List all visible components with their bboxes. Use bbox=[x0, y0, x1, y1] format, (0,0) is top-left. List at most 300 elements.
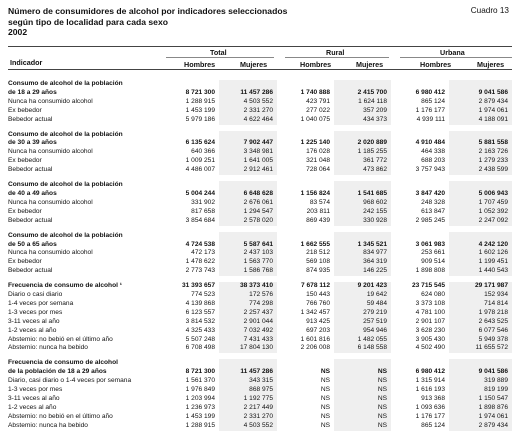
value-cell: 248 328 bbox=[421, 198, 445, 206]
value-cell: 1 453 199 bbox=[185, 412, 215, 420]
empty-cell bbox=[163, 181, 219, 190]
value-cell: 6 077 546 bbox=[449, 327, 512, 336]
title-year: 2002 bbox=[8, 27, 28, 37]
value-cell: 203 811 bbox=[306, 207, 330, 215]
section-header-row bbox=[8, 232, 512, 241]
row-label: Abstemio: no bebió en el último año bbox=[8, 335, 113, 343]
subcol-header: Mujeres bbox=[240, 60, 268, 69]
row-label: Ex bebedor bbox=[8, 207, 42, 215]
table-row bbox=[8, 336, 512, 345]
title-line-1: Número de consumidores de alcohol por indicadores seleccionados bbox=[8, 6, 288, 16]
empty-cell bbox=[449, 131, 512, 140]
empty-cell bbox=[334, 359, 391, 368]
value-cell: 2 985 245 bbox=[415, 216, 445, 224]
value-cell: 321 048 bbox=[306, 157, 330, 165]
value-cell: 2 217 449 bbox=[219, 404, 277, 413]
table-row bbox=[8, 157, 512, 166]
table-row bbox=[8, 166, 512, 175]
empty-cell bbox=[163, 232, 219, 241]
value-cell: 1 440 543 bbox=[449, 267, 512, 276]
total-cell: 1 740 888 bbox=[300, 88, 330, 96]
section-title: de 50 a 65 años bbox=[8, 240, 57, 248]
section-header-row bbox=[8, 80, 512, 89]
table-row bbox=[8, 309, 512, 318]
total-cell: 7 678 112 bbox=[301, 282, 330, 290]
empty-cell bbox=[391, 232, 449, 241]
row-label: 1-3 veces por mes bbox=[8, 386, 63, 394]
value-cell: 4 188 091 bbox=[449, 116, 512, 125]
total-cell: 5 881 558 bbox=[449, 139, 512, 148]
value-cell: 624 080 bbox=[421, 291, 445, 299]
section-header-row bbox=[8, 282, 512, 291]
row-label: 3-11 veces al año bbox=[8, 395, 60, 402]
total-cell: 5 587 641 bbox=[219, 241, 277, 250]
total-cell: 5 004 244 bbox=[185, 189, 215, 197]
section-title: Frecuencia de consumo de alcohol bbox=[8, 359, 118, 367]
value-cell: 2 163 726 bbox=[449, 148, 512, 157]
value-cell: 1 453 199 bbox=[185, 106, 215, 114]
section-title: Frecuencia de consumo de alcohol ¹ bbox=[8, 282, 122, 290]
table-row bbox=[8, 413, 512, 422]
value-cell: 423 791 bbox=[306, 97, 330, 105]
value-cell: 4 502 490 bbox=[415, 344, 445, 352]
table-row bbox=[8, 199, 512, 208]
section-title: Consumo de alcohol de la población bbox=[8, 80, 123, 87]
value-cell: 688 203 bbox=[421, 157, 445, 165]
value-cell: 819 199 bbox=[449, 386, 512, 395]
table-row bbox=[8, 395, 512, 404]
row-label: Bebedor actual bbox=[8, 115, 53, 123]
value-cell: NS bbox=[320, 403, 330, 411]
total-cell: 4 242 120 bbox=[449, 241, 512, 250]
total-cell: 1 345 521 bbox=[334, 241, 391, 250]
row-label: Nunca ha consumido alcohol bbox=[8, 97, 93, 105]
total-cell: NS bbox=[334, 368, 391, 377]
total-cell: 1 225 140 bbox=[300, 139, 330, 147]
total-cell: 6 980 412 bbox=[415, 368, 445, 376]
subcol-header: Mujeres bbox=[477, 60, 505, 69]
total-cell: 1 156 824 bbox=[300, 189, 330, 197]
value-cell: 1 601 816 bbox=[300, 335, 330, 343]
value-cell: 569 108 bbox=[306, 258, 330, 266]
value-cell: NS bbox=[334, 395, 391, 404]
value-cell: 361 772 bbox=[334, 157, 391, 166]
value-cell: NS bbox=[320, 412, 330, 420]
value-cell: 1 342 457 bbox=[300, 308, 330, 316]
empty-cell bbox=[277, 131, 334, 140]
group-rural-header: Rural bbox=[326, 48, 345, 57]
value-cell: 3 757 943 bbox=[415, 166, 445, 174]
section-header-row bbox=[8, 190, 512, 199]
value-cell: 357 209 bbox=[334, 107, 391, 116]
value-cell: 5 507 248 bbox=[185, 335, 215, 343]
value-cell: 1 294 547 bbox=[219, 208, 277, 217]
value-cell: 1 478 622 bbox=[185, 258, 215, 266]
value-cell: 59 484 bbox=[334, 300, 391, 309]
section-title: Consumo de alcohol de la población bbox=[8, 231, 123, 239]
value-cell: 5 979 186 bbox=[185, 115, 215, 123]
total-cell: 1 662 555 bbox=[300, 240, 330, 248]
value-cell: 1 288 915 bbox=[185, 421, 215, 429]
value-cell: 3 348 981 bbox=[219, 148, 277, 157]
value-cell: 1 974 061 bbox=[449, 107, 512, 116]
table-row bbox=[8, 291, 512, 300]
value-cell: 242 155 bbox=[334, 208, 391, 217]
value-cell: 1 009 251 bbox=[185, 157, 215, 165]
value-cell: NS bbox=[334, 377, 391, 386]
subcol-header: Mujeres bbox=[356, 60, 384, 69]
empty-cell bbox=[391, 181, 449, 190]
total-cell: 31 393 657 bbox=[181, 282, 215, 290]
value-cell: 2 901 044 bbox=[219, 318, 277, 327]
total-cell: 2 415 700 bbox=[334, 89, 391, 98]
value-cell: 869 439 bbox=[306, 216, 330, 224]
value-cell: 1 641 005 bbox=[219, 157, 277, 166]
row-label: Abstemio: nunca ha bebido bbox=[8, 421, 88, 429]
value-cell: NS bbox=[320, 395, 330, 402]
total-cell: 5 006 943 bbox=[449, 190, 512, 199]
row-label: Nunca ha consumido alcohol bbox=[8, 148, 93, 156]
value-cell: 1 482 055 bbox=[334, 336, 391, 345]
group-total-header: Total bbox=[210, 48, 227, 57]
section-header-row bbox=[8, 139, 512, 148]
value-cell: 1 978 218 bbox=[449, 309, 512, 318]
total-cell: 3 061 983 bbox=[415, 240, 445, 248]
value-cell: 4 486 007 bbox=[185, 166, 215, 174]
value-cell: 6 148 558 bbox=[334, 344, 391, 353]
table-row bbox=[8, 300, 512, 309]
value-cell: NS bbox=[320, 421, 330, 429]
empty-cell bbox=[219, 181, 277, 190]
total-cell: 6 980 412 bbox=[415, 88, 445, 96]
value-cell: 1 974 061 bbox=[449, 413, 512, 422]
value-cell: 2 879 434 bbox=[449, 98, 512, 107]
section-header-row bbox=[8, 89, 512, 98]
empty-cell bbox=[334, 131, 391, 140]
value-cell: 1 279 233 bbox=[449, 157, 512, 166]
value-cell: 3 854 684 bbox=[185, 216, 215, 224]
subcol-header: Hombres bbox=[300, 60, 332, 69]
value-cell: 1 185 255 bbox=[334, 148, 391, 157]
value-cell: 5 949 378 bbox=[449, 336, 512, 345]
value-cell: 697 203 bbox=[306, 326, 330, 334]
value-cell: 640 366 bbox=[191, 148, 215, 156]
value-cell: 4 325 433 bbox=[185, 326, 215, 334]
row-label: Diario, casi diario o 1-4 veces por semana bbox=[8, 377, 132, 385]
empty-cell bbox=[391, 80, 449, 89]
row-label: 1-3 veces por mes bbox=[8, 308, 63, 316]
value-cell: 6 123 557 bbox=[185, 308, 215, 316]
table-row bbox=[8, 107, 512, 116]
value-cell: NS bbox=[320, 386, 330, 394]
value-cell: 766 760 bbox=[306, 299, 330, 307]
row-label: Diario o casi diario bbox=[8, 291, 63, 299]
data-table bbox=[8, 80, 512, 431]
value-cell: NS bbox=[320, 377, 330, 385]
value-cell: 774 298 bbox=[219, 300, 277, 309]
value-cell: 473 862 bbox=[334, 166, 391, 175]
value-cell: 1 176 177 bbox=[415, 106, 445, 114]
table-number: Cuadro 13 bbox=[470, 6, 509, 15]
value-cell: 913 425 bbox=[306, 317, 330, 325]
row-label: Ex bebedor bbox=[8, 258, 42, 266]
value-cell: 6 708 498 bbox=[185, 344, 215, 352]
row-label: Nunca ha consumido alcohol bbox=[8, 198, 93, 206]
value-cell: 728 064 bbox=[306, 166, 330, 174]
row-label: Ex bebedor bbox=[8, 106, 42, 114]
value-cell: 277 022 bbox=[306, 106, 330, 114]
value-cell: 1 602 126 bbox=[449, 249, 512, 258]
table-row bbox=[8, 422, 512, 431]
total-cell: 4 724 538 bbox=[185, 240, 215, 248]
value-cell: 1 563 770 bbox=[219, 258, 277, 267]
table-row bbox=[8, 148, 512, 157]
value-cell: 714 814 bbox=[449, 300, 512, 309]
value-cell: 3 814 532 bbox=[185, 317, 215, 325]
value-cell: 874 935 bbox=[306, 267, 330, 275]
value-cell: NS bbox=[334, 386, 391, 395]
value-cell: 865 124 bbox=[421, 97, 445, 105]
empty-cell bbox=[449, 359, 512, 368]
table-row bbox=[8, 258, 512, 267]
row-label: Nunca ha consumido alcohol bbox=[8, 249, 93, 257]
empty-cell bbox=[334, 181, 391, 190]
row-label: 1-2 veces al año bbox=[8, 403, 57, 411]
value-cell: 2 438 599 bbox=[449, 166, 512, 175]
value-cell: 954 946 bbox=[334, 327, 391, 336]
empty-cell bbox=[219, 359, 277, 368]
value-cell: NS bbox=[334, 422, 391, 431]
empty-cell bbox=[163, 131, 219, 140]
total-cell: 3 847 420 bbox=[415, 189, 445, 197]
subcol-header: Hombres bbox=[420, 60, 452, 69]
total-cell: 6 648 628 bbox=[219, 190, 277, 199]
value-cell: 613 847 bbox=[421, 207, 445, 215]
value-cell: 434 373 bbox=[334, 116, 391, 125]
value-cell: 2 773 743 bbox=[185, 267, 215, 275]
value-cell: 1 052 392 bbox=[449, 208, 512, 217]
value-cell: 2 879 434 bbox=[449, 422, 512, 431]
row-label: Abstemio: nunca ha bebido bbox=[8, 344, 88, 352]
value-cell: 4 139 868 bbox=[185, 299, 215, 307]
table-row bbox=[8, 404, 512, 413]
value-cell: 4 781 100 bbox=[415, 308, 445, 316]
value-cell: 1 898 876 bbox=[449, 404, 512, 413]
value-cell: 7 032 492 bbox=[219, 327, 277, 336]
value-cell: 2 578 020 bbox=[219, 217, 277, 226]
empty-cell bbox=[163, 359, 219, 368]
table-body bbox=[8, 80, 512, 431]
value-cell: 2 643 525 bbox=[449, 318, 512, 327]
empty-cell bbox=[334, 80, 391, 89]
empty-cell bbox=[277, 232, 334, 241]
table-row bbox=[8, 116, 512, 125]
row-label: 1-4 veces por semana bbox=[8, 299, 74, 307]
value-cell: 817 658 bbox=[191, 207, 215, 215]
value-cell: 1 236 973 bbox=[185, 403, 215, 411]
value-cell: 3 628 230 bbox=[415, 326, 445, 334]
value-cell: 909 514 bbox=[421, 258, 445, 266]
table-row bbox=[8, 267, 512, 276]
total-cell: 9 201 423 bbox=[334, 282, 391, 291]
value-cell: 4 503 552 bbox=[219, 422, 277, 431]
value-cell: 218 512 bbox=[306, 249, 330, 257]
total-cell: 8 721 300 bbox=[185, 88, 215, 96]
total-cell: NS bbox=[320, 368, 330, 376]
value-cell: 2 901 107 bbox=[415, 317, 445, 325]
empty-cell bbox=[391, 359, 449, 368]
value-cell: 834 977 bbox=[334, 249, 391, 258]
section-header-row bbox=[8, 131, 512, 140]
value-cell: 1 093 636 bbox=[415, 403, 445, 411]
value-cell: 364 319 bbox=[334, 258, 391, 267]
empty-cell bbox=[219, 131, 277, 140]
total-cell: 7 902 447 bbox=[219, 139, 277, 148]
value-cell: 464 338 bbox=[421, 148, 445, 156]
total-cell: 4 910 484 bbox=[415, 139, 445, 147]
value-cell: 1 040 075 bbox=[300, 115, 330, 123]
value-cell: 257 519 bbox=[334, 318, 391, 327]
value-cell: 472 173 bbox=[191, 249, 215, 257]
total-cell: 11 457 286 bbox=[219, 89, 277, 98]
value-cell: 2 912 461 bbox=[219, 166, 277, 175]
total-cell: 2 020 889 bbox=[334, 139, 391, 148]
value-cell: 3 905 430 bbox=[415, 335, 445, 343]
value-cell: 2 331 270 bbox=[219, 107, 277, 116]
group-urbana-header: Urbana bbox=[440, 48, 465, 57]
value-cell: 913 368 bbox=[421, 395, 445, 402]
document-title bbox=[8, 6, 428, 38]
empty-cell bbox=[219, 80, 277, 89]
value-cell: 150 443 bbox=[306, 291, 330, 299]
value-cell: NS bbox=[334, 413, 391, 422]
value-cell: 330 928 bbox=[334, 217, 391, 226]
value-cell: 2 247 092 bbox=[449, 217, 512, 226]
total-cell: 23 715 545 bbox=[411, 282, 445, 290]
table-row bbox=[8, 327, 512, 336]
empty-cell bbox=[391, 131, 449, 140]
value-cell: 1 898 808 bbox=[415, 267, 445, 275]
total-cell: 8 721 300 bbox=[185, 368, 215, 376]
table-row bbox=[8, 217, 512, 226]
section-title: de la población de 18 a 29 años bbox=[8, 368, 107, 376]
row-label: Bebedor actual bbox=[8, 267, 53, 275]
table-row bbox=[8, 208, 512, 217]
group-underline-urbana bbox=[400, 57, 512, 58]
value-cell: 83 574 bbox=[309, 198, 330, 206]
value-cell: 11 655 572 bbox=[449, 344, 512, 353]
value-cell: 1 624 118 bbox=[334, 98, 391, 107]
group-underline-rural bbox=[285, 57, 389, 58]
section-title: Consumo de alcohol de la población bbox=[8, 181, 123, 189]
table-row bbox=[8, 318, 512, 327]
total-cell: 9 041 586 bbox=[449, 368, 512, 377]
value-cell: 7 431 433 bbox=[219, 336, 277, 345]
table-row bbox=[8, 377, 512, 386]
value-cell: 146 225 bbox=[334, 267, 391, 276]
value-cell: 4 939 111 bbox=[416, 115, 445, 123]
section-title: de 18 a 29 años bbox=[8, 88, 57, 96]
section-header-row bbox=[8, 359, 512, 368]
row-label: Ex bebedor bbox=[8, 157, 42, 165]
title-line-2: según tipo de localidad para cada sexo bbox=[8, 16, 168, 27]
row-label: 3-11 veces al año bbox=[8, 317, 60, 325]
value-cell: 4 503 552 bbox=[219, 98, 277, 107]
table-row bbox=[8, 98, 512, 107]
total-cell: 6 135 624 bbox=[185, 139, 215, 147]
section-title: de 30 a 39 años bbox=[8, 139, 57, 147]
value-cell: 1 176 177 bbox=[415, 412, 445, 420]
value-cell: NS bbox=[334, 404, 391, 413]
value-cell: 1 199 451 bbox=[449, 258, 512, 267]
value-cell: 1 315 914 bbox=[415, 377, 445, 385]
total-cell: 38 373 410 bbox=[219, 282, 277, 291]
total-cell: 1 541 685 bbox=[334, 190, 391, 199]
value-cell: 2 437 103 bbox=[219, 249, 277, 258]
table-row bbox=[8, 386, 512, 395]
value-cell: 1 707 459 bbox=[449, 199, 512, 208]
value-cell: 176 028 bbox=[306, 148, 330, 156]
row-label: Bebedor actual bbox=[8, 216, 53, 224]
value-cell: 319 889 bbox=[449, 377, 512, 386]
value-cell: 2 257 437 bbox=[219, 309, 277, 318]
value-cell: 152 934 bbox=[449, 291, 512, 300]
subcol-header: Hombres bbox=[184, 60, 216, 69]
empty-cell bbox=[449, 181, 512, 190]
empty-cell bbox=[277, 80, 334, 89]
empty-cell bbox=[163, 80, 219, 89]
value-cell: 1 150 547 bbox=[449, 395, 512, 404]
value-cell: 1 561 370 bbox=[185, 377, 215, 385]
total-cell: 29 171 987 bbox=[449, 282, 512, 291]
value-cell: 2 676 061 bbox=[219, 199, 277, 208]
value-cell: 1 586 768 bbox=[219, 267, 277, 276]
empty-cell bbox=[277, 359, 334, 368]
indicador-header: Indicador bbox=[10, 58, 43, 67]
group-underline-total bbox=[166, 57, 274, 58]
section-header-row bbox=[8, 181, 512, 190]
value-cell: 1 616 193 bbox=[415, 386, 445, 394]
header-bottom-rule bbox=[8, 69, 512, 70]
value-cell: 343 315 bbox=[219, 377, 277, 386]
section-title: Consumo de alcohol de la población bbox=[8, 130, 123, 138]
value-cell: 19 642 bbox=[334, 291, 391, 300]
value-cell: 172 576 bbox=[219, 291, 277, 300]
section-title: de 40 a 49 años bbox=[8, 189, 57, 197]
value-cell: 3 373 108 bbox=[415, 299, 445, 307]
header-top-rule bbox=[8, 46, 512, 47]
empty-cell bbox=[334, 232, 391, 241]
section-header-row bbox=[8, 368, 512, 377]
row-label: Abstemio: no bebió en el último año bbox=[8, 412, 113, 420]
empty-cell bbox=[277, 181, 334, 190]
total-cell: 9 041 586 bbox=[449, 89, 512, 98]
total-cell: 11 457 286 bbox=[219, 368, 277, 377]
row-label: Bebedor actual bbox=[8, 166, 53, 174]
value-cell: 868 975 bbox=[219, 386, 277, 395]
section-header-row bbox=[8, 241, 512, 250]
value-cell: 865 124 bbox=[421, 421, 445, 429]
value-cell: 1 192 775 bbox=[219, 395, 277, 404]
value-cell: 2 206 008 bbox=[300, 344, 330, 352]
value-cell: 968 602 bbox=[334, 199, 391, 208]
empty-cell bbox=[449, 80, 512, 89]
table-row bbox=[8, 344, 512, 353]
value-cell: 331 902 bbox=[191, 198, 215, 206]
empty-cell bbox=[449, 232, 512, 241]
value-cell: 1 203 994 bbox=[185, 395, 215, 402]
row-label: 1-2 veces al año bbox=[8, 326, 57, 334]
